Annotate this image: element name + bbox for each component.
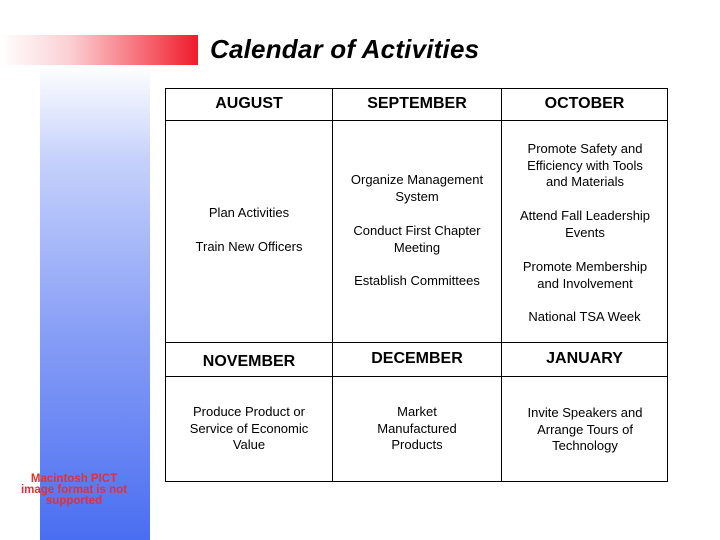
header-divider-top	[166, 120, 667, 121]
activity-december-1: Market Manufactured Products	[377, 404, 457, 452]
activity-september-1: Organize Management System	[350, 172, 484, 204]
blue-gradient-sidebar	[40, 65, 150, 540]
month-header-november: NOVEMBER	[202, 353, 296, 370]
activity-august-1: Plan Activities	[208, 205, 290, 220]
activity-october-2: Attend Fall Leadership Events	[519, 208, 651, 240]
row-divider	[166, 342, 667, 343]
activity-november-1: Produce Product or Service of Economic Value	[189, 404, 309, 452]
red-gradient-bar	[0, 35, 198, 65]
page-title: Calendar of Activities	[210, 34, 480, 64]
activity-october-3: Promote Membership and Involvement	[522, 259, 648, 291]
activity-january-1: Invite Speakers and Arrange Tours of Technology	[527, 405, 643, 453]
month-header-december: DECEMBER	[371, 350, 463, 367]
activity-september-3: Establish Committees	[354, 273, 480, 288]
activity-september-2: Conduct First Chapter Meeting	[353, 223, 481, 255]
month-header-january: JANUARY	[546, 350, 623, 367]
month-header-august: AUGUST	[215, 95, 283, 112]
unsupported-image-notice: Macintosh PICT image format is not supported	[20, 473, 128, 507]
activity-october-4: National TSA Week	[528, 309, 641, 324]
month-header-october: OCTOBER	[544, 95, 625, 112]
activity-october-1: Promote Safety and Efficiency with Tools and Materials	[527, 141, 643, 189]
calendar-table	[165, 88, 668, 482]
month-header-september: SEPTEMBER	[367, 95, 467, 112]
header-divider-bottom	[166, 376, 667, 377]
column-divider-2	[501, 89, 502, 481]
activity-august-2: Train New Officers	[195, 239, 303, 254]
